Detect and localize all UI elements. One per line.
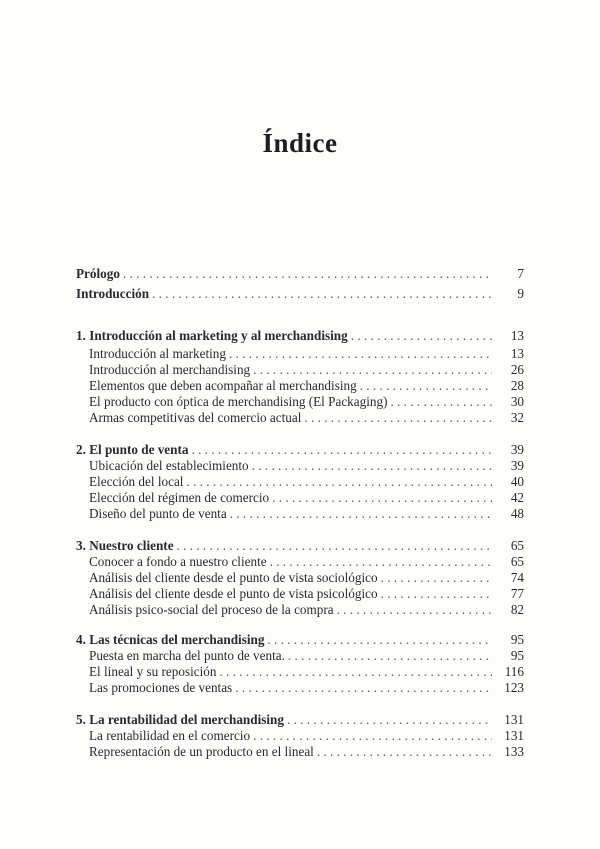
dot-leader xyxy=(381,585,492,602)
toc-subentry xyxy=(89,585,524,602)
toc-subentry xyxy=(89,361,524,378)
toc-page-number: 7 xyxy=(517,266,524,281)
dot-leader xyxy=(186,473,492,490)
dot-leader xyxy=(191,441,492,458)
dot-leader xyxy=(287,711,492,728)
toc-page-number: 42 xyxy=(510,490,524,505)
toc-entry-title: Armas competitivas del comercio actual xyxy=(89,410,302,425)
toc-subentry xyxy=(89,743,524,760)
toc-subentry xyxy=(89,505,524,522)
toc-entry-title: Elección del régimen de comercio xyxy=(89,490,270,505)
toc-entry-title: Análisis del cliente desde el punto de vista psicológico xyxy=(89,586,378,601)
toc-page-number: 77 xyxy=(510,586,524,601)
toc-subentry xyxy=(89,345,524,362)
toc-page-number: 39 xyxy=(510,458,524,473)
dot-leader xyxy=(337,601,492,618)
toc-entry-title: Elección del local xyxy=(89,474,184,489)
toc-page-number: 131 xyxy=(504,712,524,727)
toc-entry-title: El producto con óptica de merchandising (El Packaging) xyxy=(89,394,388,409)
toc-page-number: 123 xyxy=(504,680,524,695)
toc-page-number: 28 xyxy=(510,378,524,393)
toc-entry-title: Introducción al merchandising xyxy=(89,362,251,377)
dot-leader xyxy=(253,727,492,744)
toc-entry-title: Introducción xyxy=(76,286,150,301)
toc-page-number: 95 xyxy=(510,648,524,663)
toc-entry-title: Prólogo xyxy=(76,266,120,281)
toc-entry-title: Representación de un producto en el lineal xyxy=(89,744,314,759)
dot-leader xyxy=(235,679,492,696)
dot-leader xyxy=(230,505,492,522)
toc-page-number: 48 xyxy=(510,506,524,521)
dot-leader xyxy=(351,327,492,344)
toc-page-number: 95 xyxy=(510,632,524,647)
toc-page-number: 131 xyxy=(504,728,524,743)
dot-leader xyxy=(267,631,492,648)
toc-entry xyxy=(76,327,524,344)
toc-page-number: 13 xyxy=(510,346,524,361)
toc-page-number: 9 xyxy=(517,286,524,301)
page-title: Índice xyxy=(262,128,338,158)
toc-page-number: 74 xyxy=(510,570,524,585)
dot-leader xyxy=(381,569,492,586)
dot-leader xyxy=(270,553,492,570)
toc-subentry xyxy=(89,377,524,394)
toc-page-number: 39 xyxy=(510,442,524,457)
toc-page-number: 30 xyxy=(510,394,524,409)
toc-entry-title: 3. Nuestro cliente xyxy=(76,538,174,553)
toc-page-number: 82 xyxy=(510,602,524,617)
dot-leader xyxy=(152,285,492,302)
toc-entry-title: 1. Introducción al marketing y al merchandising xyxy=(76,328,348,343)
toc-entry-title: Elementos que deben acompañar al merchandising xyxy=(89,378,357,393)
dot-leader xyxy=(219,663,492,680)
toc-entry-title: Diseño del punto de venta xyxy=(89,506,227,521)
toc-entry xyxy=(76,265,524,282)
toc-page-number: 133 xyxy=(504,744,524,759)
toc-subentry xyxy=(89,647,524,664)
toc-subentry xyxy=(89,601,524,618)
dot-leader xyxy=(272,489,492,506)
toc-subentry xyxy=(89,473,524,490)
toc-entry xyxy=(76,285,524,302)
toc-page-number: 32 xyxy=(510,410,524,425)
toc-entry-title: Ubicación del establecimiento xyxy=(89,458,249,473)
toc-entry-title: 2. El punto de venta xyxy=(76,442,189,457)
dot-leader xyxy=(253,361,492,378)
toc-subentry xyxy=(89,489,524,506)
toc-entry-title: Introducción al marketing xyxy=(89,346,226,361)
toc-entry-title: Puesta en marcha del punto de venta. xyxy=(89,648,285,663)
dot-leader xyxy=(229,345,492,362)
dot-leader xyxy=(288,647,492,664)
toc-subentry xyxy=(89,663,524,680)
toc-subentry xyxy=(89,553,524,570)
toc-entry-title: Conocer a fondo a nuestro cliente xyxy=(89,554,267,569)
toc-entry-title: Análisis del cliente desde el punto de vista sociológico xyxy=(89,570,378,585)
toc-subentry xyxy=(89,393,524,410)
toc-entry-title: La rentabilidad en el comercio xyxy=(89,728,251,743)
toc-entry xyxy=(76,631,524,648)
toc-page-number: 13 xyxy=(510,328,524,343)
dot-leader xyxy=(304,409,492,426)
toc-subentry xyxy=(89,679,524,696)
toc-entry-title: Las promociones de ventas xyxy=(89,680,233,695)
dot-leader xyxy=(317,743,492,760)
toc-subentry xyxy=(89,569,524,586)
toc-entry xyxy=(76,441,524,458)
toc-entry-title: El lineal y su reposición xyxy=(89,664,217,679)
toc-entry xyxy=(76,537,524,554)
dot-leader xyxy=(252,457,492,474)
toc-entry-title: 4. Las técnicas del merchandising xyxy=(76,632,265,647)
toc-page-number: 65 xyxy=(510,554,524,569)
toc-entry-title: 5. La rentabilidad del merchandising xyxy=(76,712,284,727)
toc-page-number: 26 xyxy=(510,362,524,377)
toc-page-number: 65 xyxy=(510,538,524,553)
dot-leader xyxy=(123,265,492,282)
dot-leader xyxy=(177,537,492,554)
toc-entry xyxy=(76,711,524,728)
toc-subentry xyxy=(89,409,524,426)
toc-subentry xyxy=(89,727,524,744)
toc-page-number: 40 xyxy=(510,474,524,489)
toc-page-number: 116 xyxy=(504,664,524,679)
dot-leader xyxy=(390,393,492,410)
dot-leader xyxy=(360,377,492,394)
toc-subentry xyxy=(89,457,524,474)
toc-entry-title: Análisis psico-social del proceso de la compra xyxy=(89,602,334,617)
